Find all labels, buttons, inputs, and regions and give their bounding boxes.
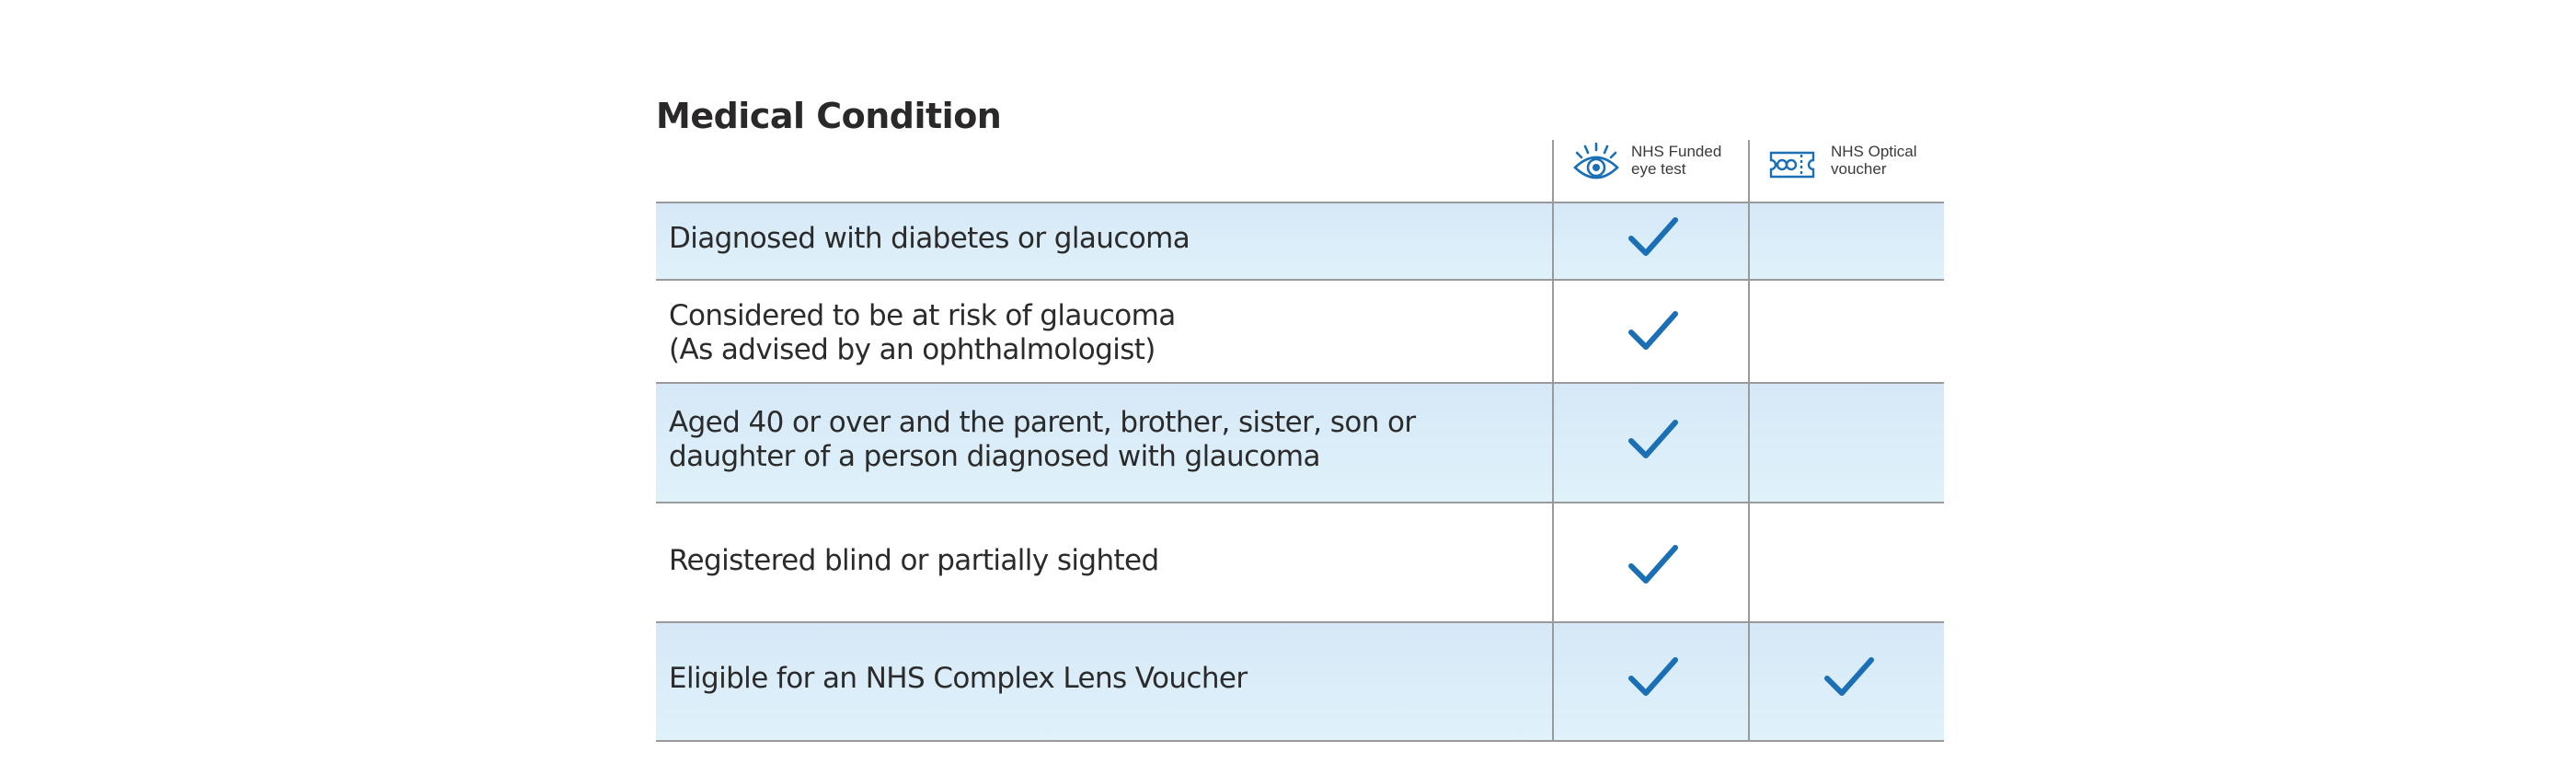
voucher-cell xyxy=(1748,623,1942,740)
checkmark-icon xyxy=(1823,656,1875,699)
eligibility-table-section xyxy=(656,0,1944,775)
column-label-eye-test: NHS Funded eye test xyxy=(1631,143,1722,178)
voucher-cell xyxy=(1748,203,1942,279)
voucher-cell xyxy=(1748,281,1942,382)
condition-text: Registered blind or partially sighted xyxy=(669,544,1159,577)
table-row xyxy=(656,621,1944,742)
checkmark-icon xyxy=(1627,216,1679,259)
voucher-cell xyxy=(1748,503,1942,621)
condition-text: Considered to be at risk of glaucoma (As advised by an ophthalmologist) xyxy=(669,299,1176,366)
table-row xyxy=(656,279,1944,382)
column-label-voucher: NHS Optical voucher xyxy=(1831,143,1917,178)
checkmark-icon xyxy=(1627,310,1679,353)
eye-test-cell xyxy=(1552,203,1746,279)
eye-test-cell xyxy=(1552,623,1746,740)
eye-test-cell xyxy=(1552,503,1746,621)
eye-test-cell xyxy=(1552,384,1746,502)
eye-test-cell xyxy=(1552,281,1746,382)
voucher-icon xyxy=(1768,142,1816,186)
voucher-cell xyxy=(1748,384,1942,502)
table-row xyxy=(656,502,1944,621)
table-row xyxy=(656,202,1944,279)
conditions-table xyxy=(656,202,1944,742)
condition-text: Diagnosed with diabetes or glaucoma xyxy=(669,222,1190,255)
eye-icon xyxy=(1572,142,1620,186)
page-title: Medical Condition xyxy=(656,96,1002,136)
checkmark-icon xyxy=(1627,419,1679,461)
table-row xyxy=(656,382,1944,502)
column-header-eye-test xyxy=(1552,140,1748,202)
checkmark-icon xyxy=(1627,544,1679,586)
column-header-voucher xyxy=(1748,140,1944,202)
condition-text: Aged 40 or over and the parent, brother, sister, son or daughter of a person diagnosed with glaucoma xyxy=(669,406,1416,473)
condition-text: Eligible for an NHS Complex Lens Voucher xyxy=(669,662,1248,695)
checkmark-icon xyxy=(1627,656,1679,699)
